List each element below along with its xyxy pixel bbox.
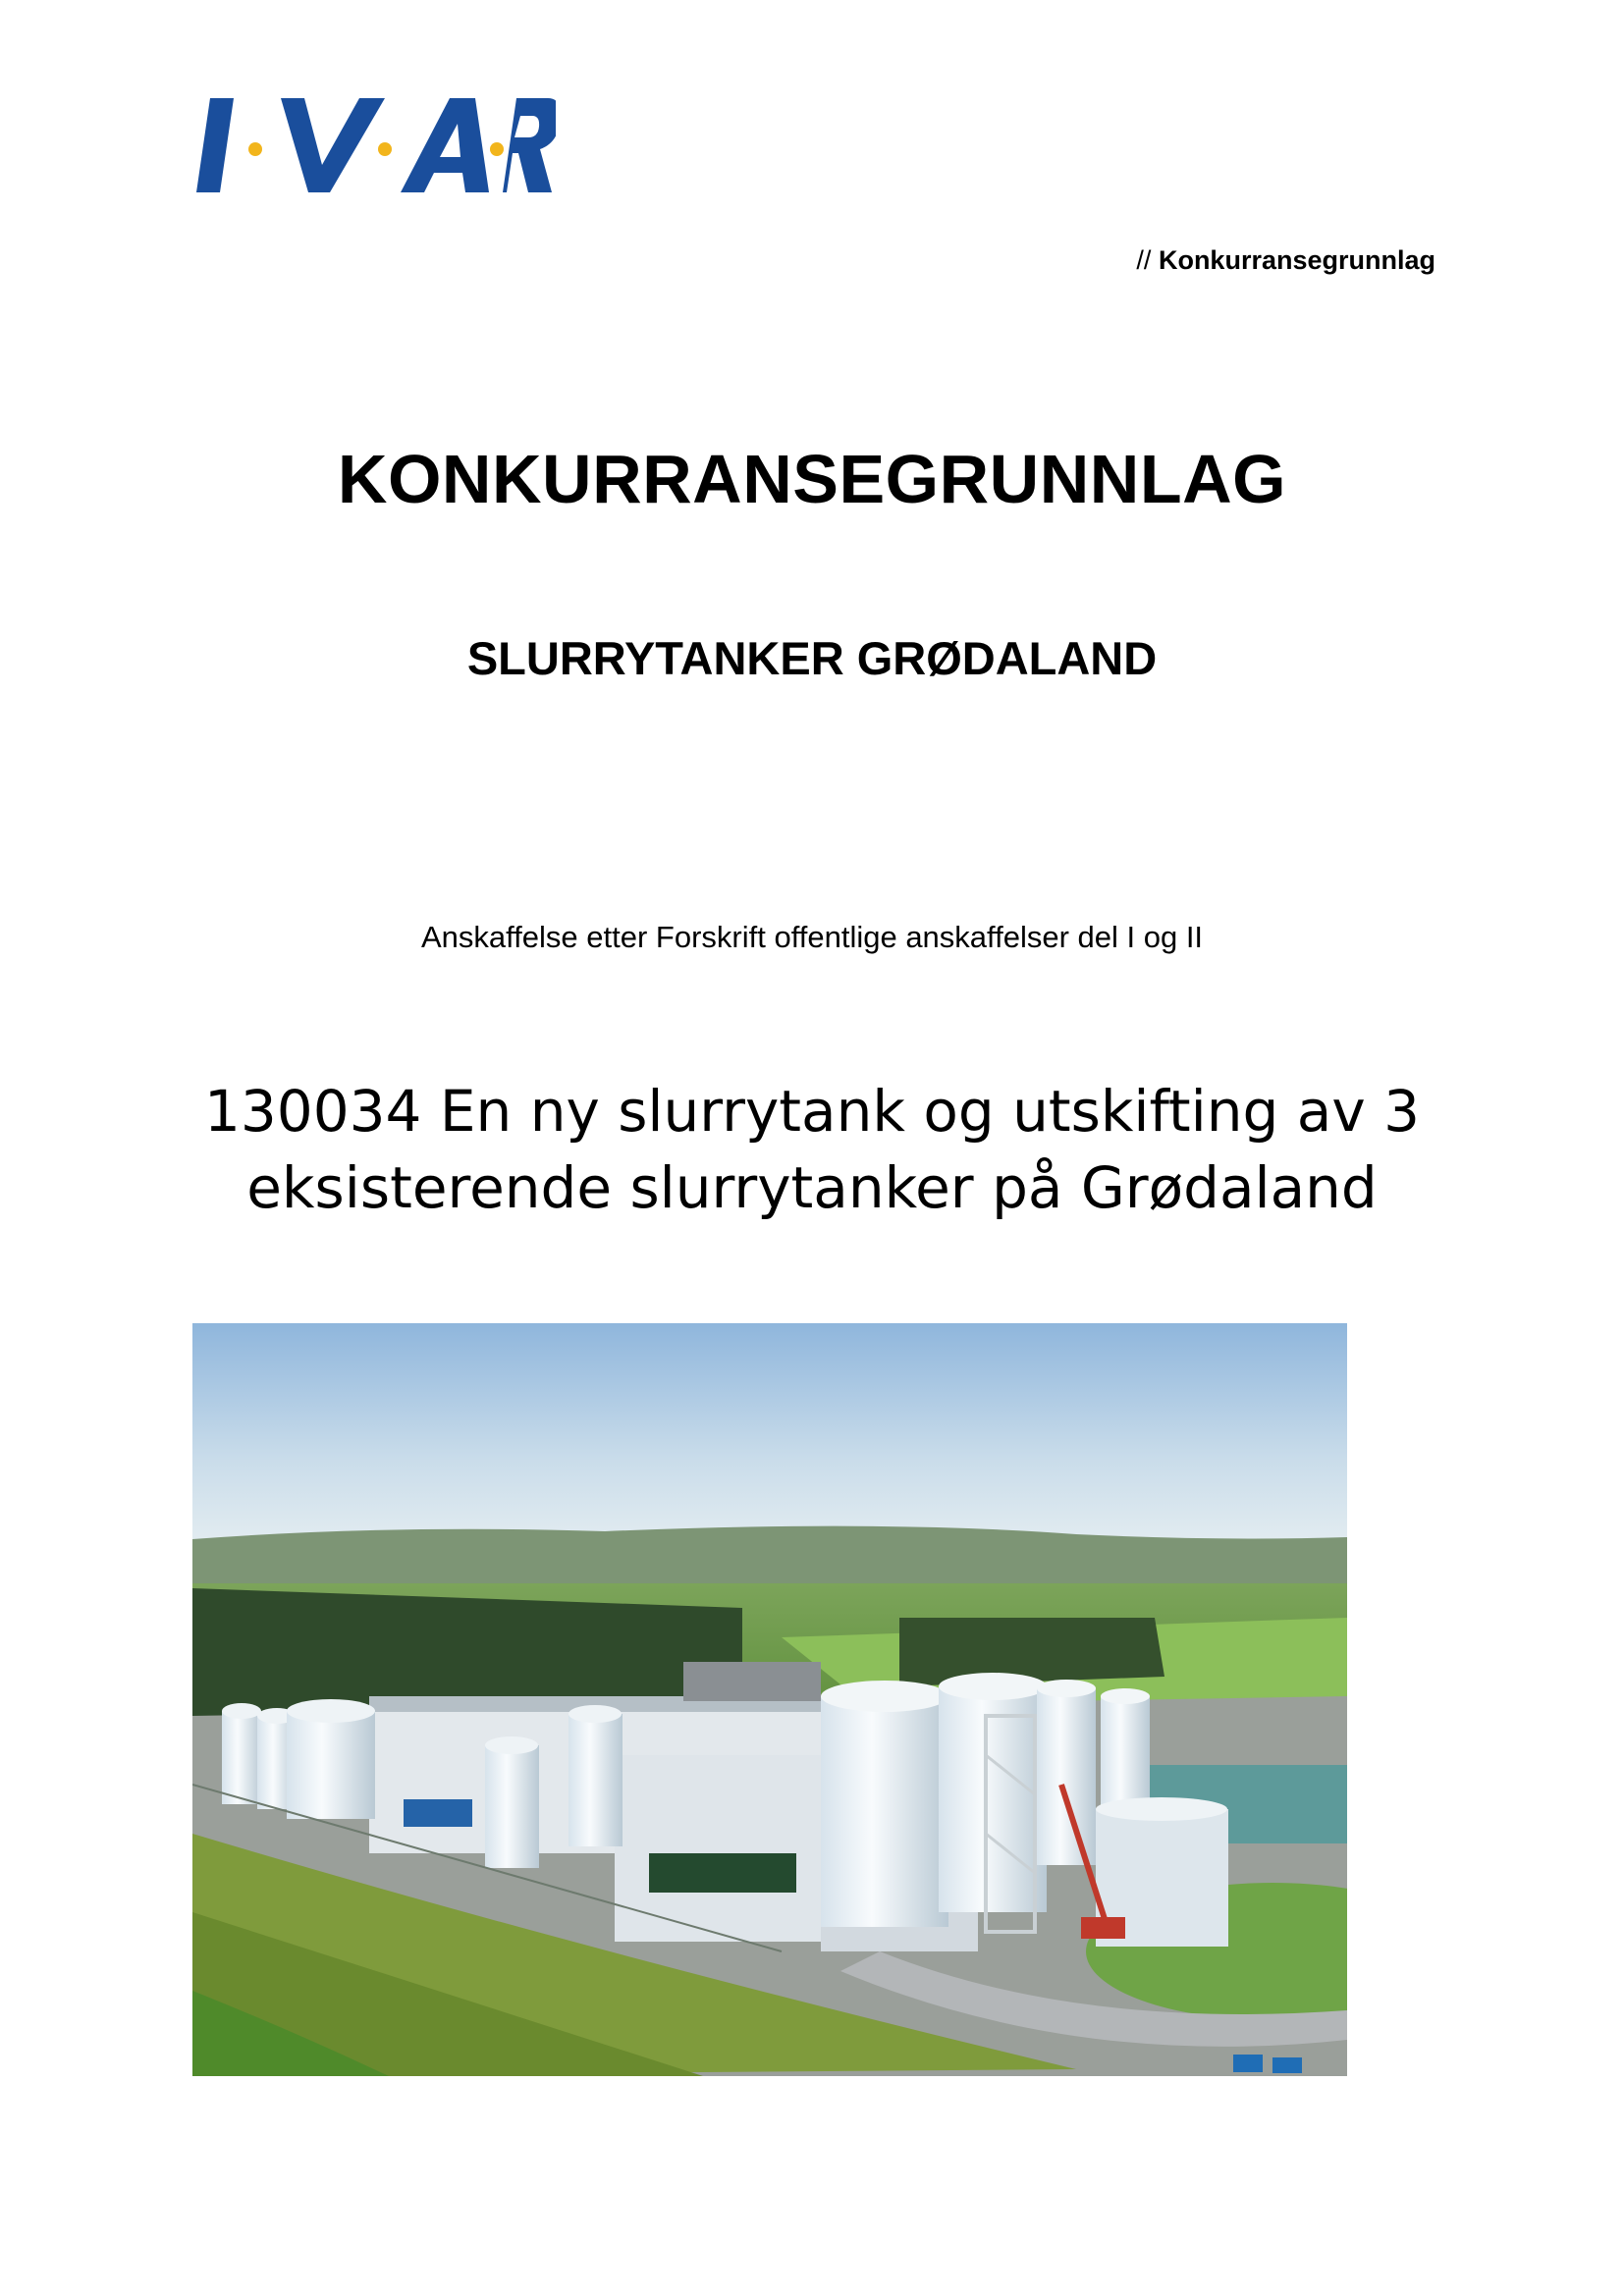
page-title: KONKURRANSEGRUNNLAG [337, 441, 1287, 517]
procurement-note: Anskaffelse etter Forskrift offentlige anskaffelser del I og II [420, 920, 1204, 954]
aerial-photo [192, 1323, 1347, 2076]
header-prefix: // [1136, 245, 1152, 275]
project-title [0, 1073, 1624, 1226]
header-label: Konkurransegrunnlag [1158, 245, 1435, 275]
document-header [1136, 245, 1435, 276]
page-subtitle: SLURRYTANKER GRØDALAND [466, 632, 1158, 684]
project-title-line-1: 130034 En ny slurrytank og utskifting av 3 [204, 1078, 1420, 1145]
ivar-logo [192, 94, 556, 202]
project-title-line-2: eksisterende slurrytanker på Grødaland [246, 1154, 1378, 1221]
